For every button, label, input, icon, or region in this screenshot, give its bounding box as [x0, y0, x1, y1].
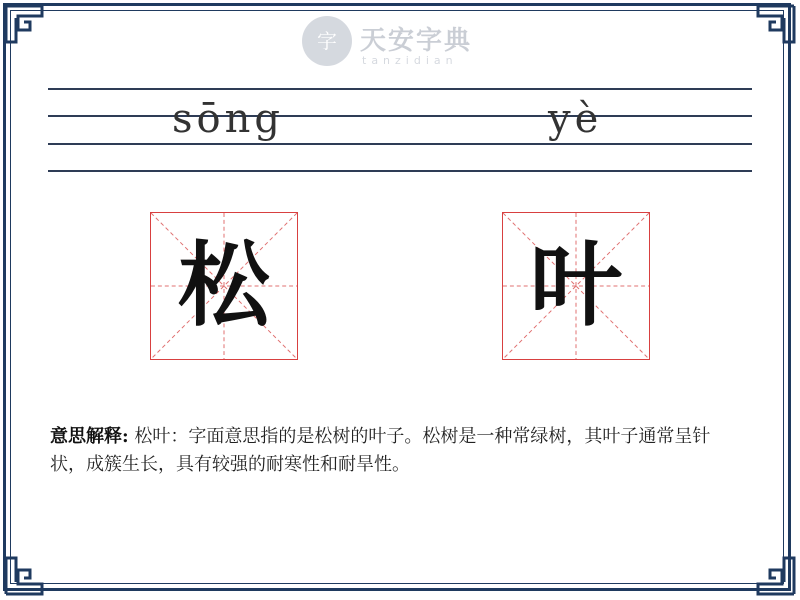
corner-ornament-icon — [4, 556, 44, 596]
ruled-line — [48, 170, 752, 172]
logo-subtitle: tanzidian — [362, 54, 458, 67]
pinyin-2: yè — [548, 96, 603, 142]
meaning-paragraph — [50, 423, 740, 479]
character-1: 松 — [177, 232, 270, 339]
meaning-label: 意思解释: — [50, 426, 129, 447]
ruled-line — [48, 88, 752, 90]
pinyin-1: sōng — [172, 96, 284, 142]
corner-ornament-icon — [756, 4, 796, 44]
pinyin-ruled-lines — [48, 88, 752, 172]
corner-ornament-icon — [4, 4, 44, 44]
logo-seal-icon — [302, 16, 352, 66]
site-logo — [302, 14, 502, 70]
logo-title: 天安字典 — [360, 26, 473, 56]
ruled-line — [48, 143, 752, 145]
ruled-line — [48, 115, 752, 117]
character-grid-1 — [150, 212, 298, 360]
character-grid-2 — [502, 212, 650, 360]
corner-ornament-icon — [756, 556, 796, 596]
character-2: 叶 — [529, 232, 622, 339]
meaning-text: 松叶：字面意思指的是松树的叶子。松树是一种常绿树，其叶子通常呈针状，成簇生长，具有较强的耐寒性和耐旱性。 — [50, 426, 711, 475]
logo-seal-text: 字 — [317, 29, 337, 53]
